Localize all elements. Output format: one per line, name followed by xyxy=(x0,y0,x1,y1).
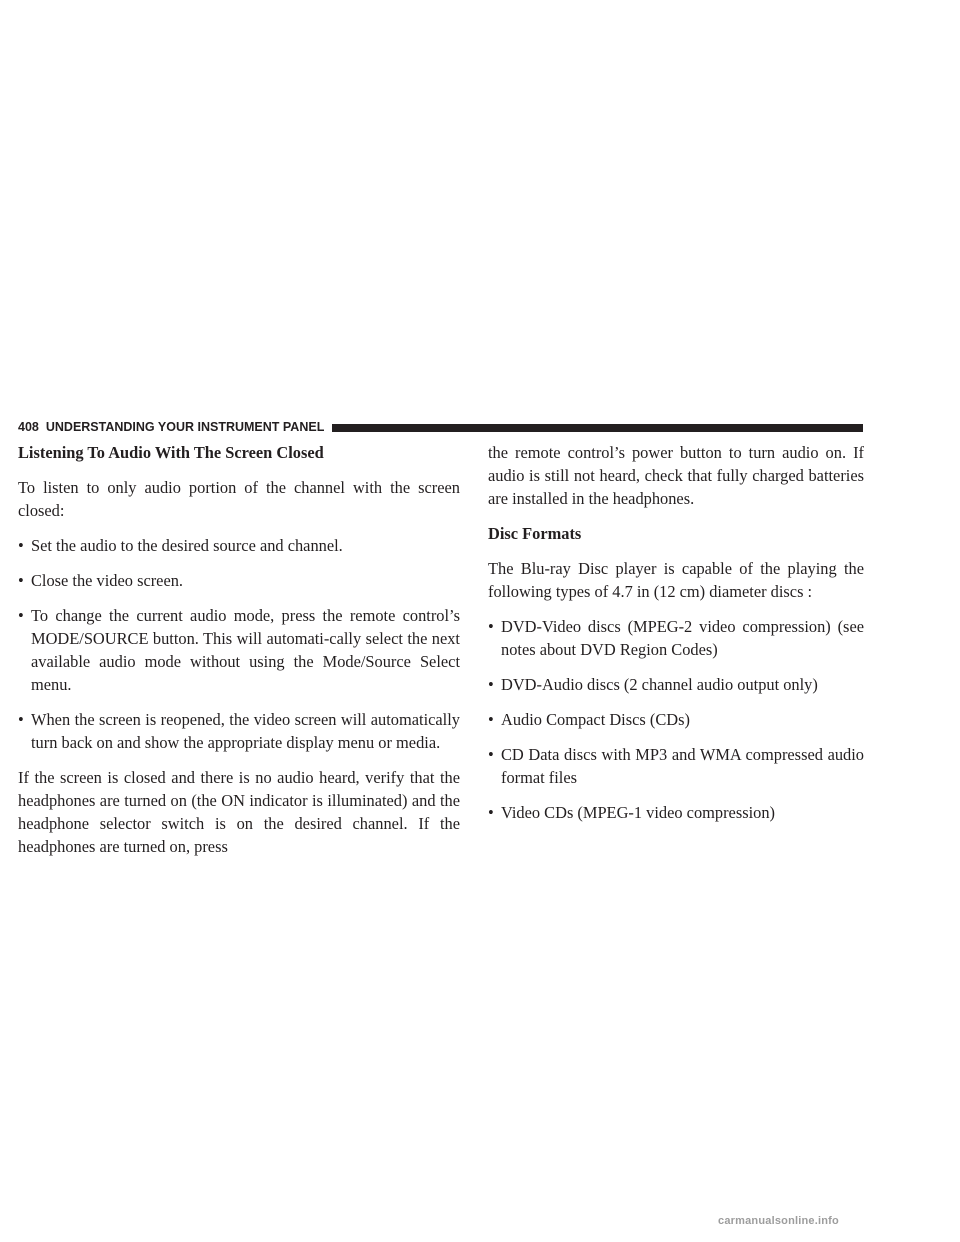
page-header xyxy=(18,417,863,437)
list-item-text: To change the current audio mode, press the remote control’s MODE/SOURCE button. This will automati-cally select the next available audio mode without using the Mode/Source Select menu. xyxy=(31,606,460,694)
bullet-icon: • xyxy=(18,606,24,625)
no-audio-continuation: the remote control’s power button to turn audio on. If audio is still not heard, check that fully charged batteries are installed in the headphones. xyxy=(488,443,864,508)
section-title: UNDERSTANDING YOUR INSTRUMENT PANEL xyxy=(45,420,325,434)
list-item xyxy=(18,604,460,696)
list-item-text: When the screen is reopened, the video screen will automatically turn back on and show the appropriate display menu or media. xyxy=(31,710,460,752)
disc-formats-list xyxy=(488,615,864,824)
list-item-text: Set the audio to the desired source and channel. xyxy=(31,536,343,555)
bullet-icon: • xyxy=(488,675,494,694)
list-item xyxy=(488,743,864,789)
list-item xyxy=(18,569,460,592)
disc-formats-heading: Disc Formats xyxy=(488,524,582,543)
no-audio-paragraph: If the screen is closed and there is no audio heard, verify that the headphones are turned on (the ON indicator is illuminated) and the headphone selector switch is on the desired channel. If the headphones are turned on, press xyxy=(18,768,460,856)
header-rule xyxy=(332,424,863,432)
audio-screen-closed-list xyxy=(18,534,460,754)
list-item xyxy=(488,708,864,731)
left-column xyxy=(18,441,460,870)
list-item xyxy=(488,801,864,824)
bullet-icon: • xyxy=(488,803,494,822)
list-item xyxy=(18,534,460,557)
bullet-icon: • xyxy=(18,571,24,590)
page-number: 408 xyxy=(18,420,39,434)
right-column xyxy=(488,441,864,836)
bullet-icon: • xyxy=(18,536,24,555)
list-item-text: DVD-Audio discs (2 channel audio output only) xyxy=(501,675,818,694)
bullet-icon: • xyxy=(488,617,494,636)
bullet-icon: • xyxy=(18,710,24,729)
list-item xyxy=(18,708,460,754)
list-item-text: Video CDs (MPEG-1 video compression) xyxy=(501,803,775,822)
list-item-text: Audio Compact Discs (CDs) xyxy=(501,710,690,729)
disc-formats-intro: The Blu-ray Disc player is capable of the playing the following types of 4.7 in (12 cm) diameter discs : xyxy=(488,559,864,601)
bullet-icon: • xyxy=(488,745,494,764)
list-item-text: Close the video screen. xyxy=(31,571,184,590)
list-item-text: DVD-Video discs (MPEG-2 video compression) (see notes about DVD Region Codes) xyxy=(501,617,864,659)
list-item xyxy=(488,673,864,696)
watermark: carmanualsonline.info xyxy=(718,1215,839,1227)
audio-screen-closed-heading: Listening To Audio With The Screen Closed xyxy=(18,443,324,462)
list-item-text: CD Data discs with MP3 and WMA compressed audio format files xyxy=(501,745,864,787)
bullet-icon: • xyxy=(488,710,494,729)
list-item xyxy=(488,615,864,661)
audio-screen-closed-intro: To listen to only audio portion of the channel with the screen closed: xyxy=(18,478,460,520)
